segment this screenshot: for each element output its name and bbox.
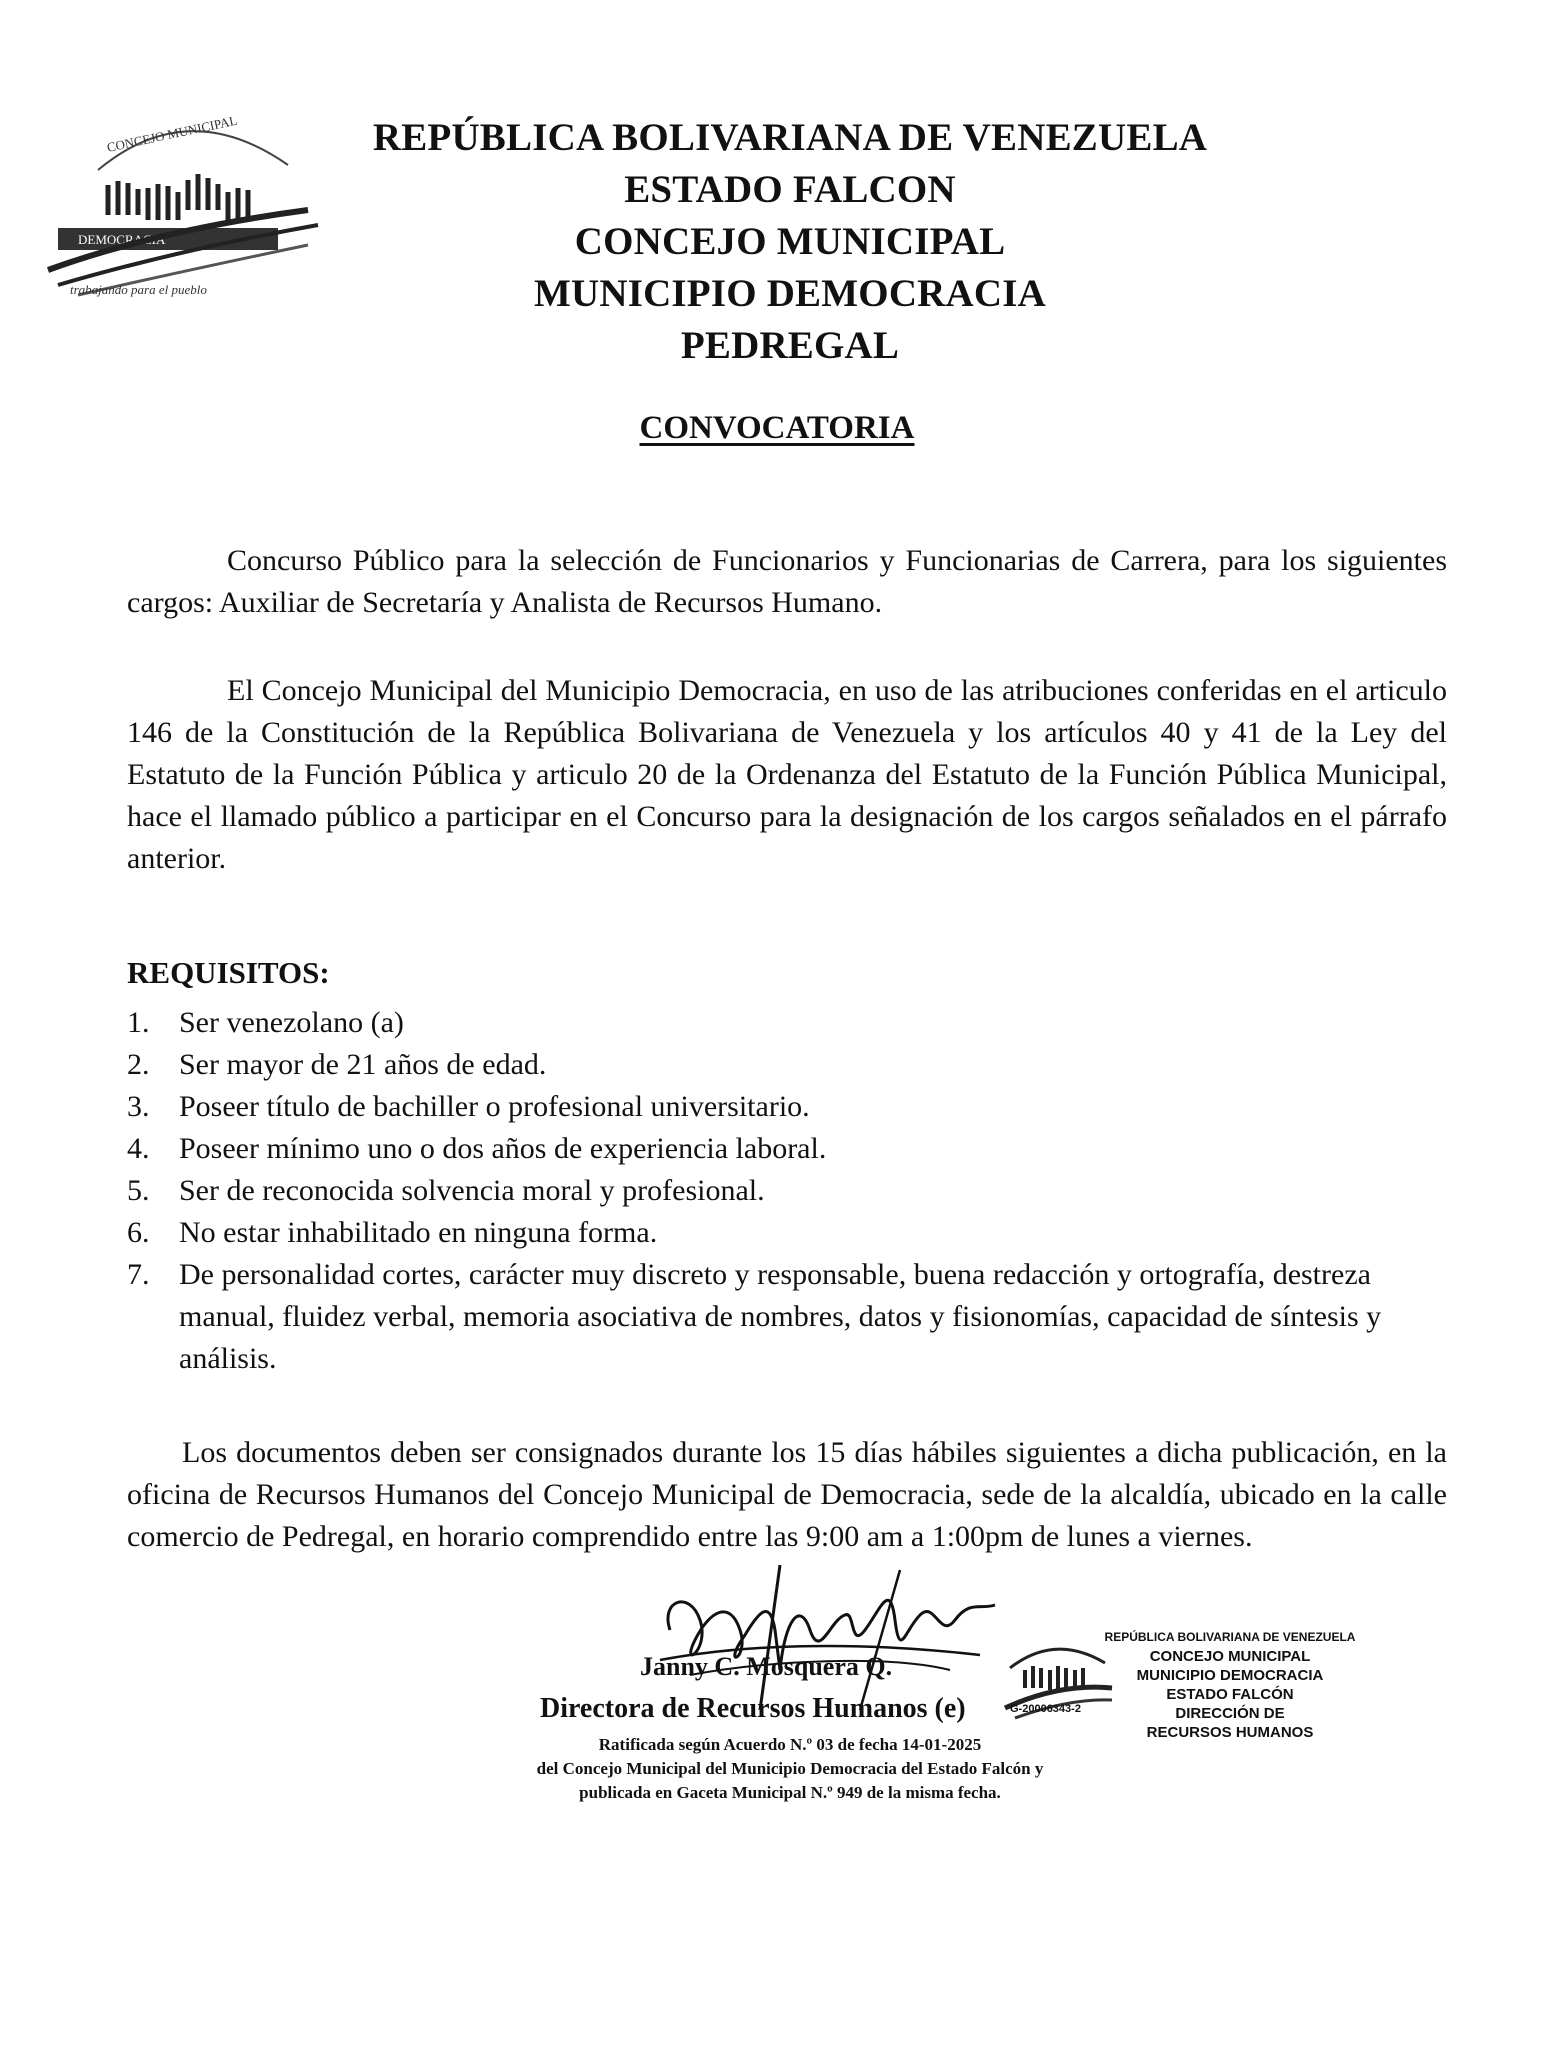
paragraph-submission: Los documentos deben ser consignados durante los 15 días hábiles siguientes a dicha publicación, en la oficina de Recursos Humanos del Concejo Municipal de Democracia, sede de la alcaldía, ubicado en la calle comercio de Pedregal, en horario comprendido entre las 9:00 am a 1:00pm de lunes a viernes. <box>127 1436 1447 1553</box>
official-stamp: REPÚBLICA BOLIVARIANA DE VENEZUELA CONCEJO MUNICIPAL MUNICIPIO DEMOCRACIA ESTADO FALCÓN DIRECCIÓN DE RECURSOS HUMANOS <box>1104 1630 1356 1741</box>
svg-text:DEMOCRACIA: DEMOCRACIA <box>78 232 166 247</box>
list-item: 3. Poseer título de bachiller o profesional universitario. <box>127 1090 810 1123</box>
header-line: REPÚBLICA BOLIVARIANA DE VENEZUELA <box>372 116 1208 159</box>
signer-role: Directora de Recursos Humanos (e) <box>540 1693 966 1724</box>
header-line: MUNICIPIO DEMOCRACIA <box>533 272 1047 315</box>
list-item: 1. Ser venezolano (a) <box>127 1006 404 1039</box>
requirements-title: REQUISITOS: <box>127 955 330 990</box>
requirements-list <box>127 1002 1447 1380</box>
header-line: ESTADO FALCON <box>624 168 956 211</box>
header-line: PEDREGAL <box>680 324 900 367</box>
logo-tagline: trabajando para el pueblo <box>70 282 207 297</box>
document-header <box>300 112 1280 372</box>
document-title: CONVOCATORIA <box>639 410 915 446</box>
signer-ratification-note: Ratificada según Acuerdo N.º 03 de fecha 14-01-2025 del Concejo Municipal del Municipio Democracia del Estado Falcón y publicada en Gaceta Municipal N.º 949 de la misma fecha. <box>536 1735 1044 1802</box>
paragraph-legal-basis: El Concejo Municipal del Municipio Democracia, en uso de las atribuciones conferidas en el articulo 146 de la Constitución de la República Bolivariana de Venezuela y los artículos 40 y 41 de la Ley del Estatuto de la Función Pública y articulo 20 de la Ordenanza del Estatuto de la Función Pública Municipal, hace el llamado público a participar en el Concurso para la designación de los cargos señalados en el párrafo anterior. <box>127 674 1447 875</box>
svg-text:CONCEJO MUNICIPAL: CONCEJO MUNICIPAL <box>105 112 239 155</box>
paragraph-intro: Concurso Público para la selección de Funcionarios y Funcionarias de Carrera, para los siguientes cargos: Auxiliar de Secretaría y Analista de Recursos Humano. <box>127 544 1447 619</box>
list-item: 2. Ser mayor de 21 años de edad. <box>127 1048 547 1081</box>
header-line: CONCEJO MUNICIPAL <box>574 220 1006 263</box>
signer-name: Janny C. Mosquera Q. <box>640 1652 893 1681</box>
list-item: 4. Poseer mínimo uno o dos años de experiencia laboral. <box>127 1132 827 1165</box>
concejo-logo-icon <box>38 100 338 310</box>
stamp-rif: G-20006343-2 <box>1010 1703 1081 1715</box>
list-item: 7. De personalidad cortes, carácter muy discreto y responsable, buena redacción y ortografía, destreza manual, fluidez verbal, memoria asociativa de nombres, datos y fisionomías, capacidad de síntesis y análisis. <box>127 1258 1382 1375</box>
list-item: 5. Ser de reconocida solvencia moral y profesional. <box>127 1174 765 1207</box>
list-item: 6. No estar inhabilitado en ninguna forma. <box>127 1216 658 1249</box>
